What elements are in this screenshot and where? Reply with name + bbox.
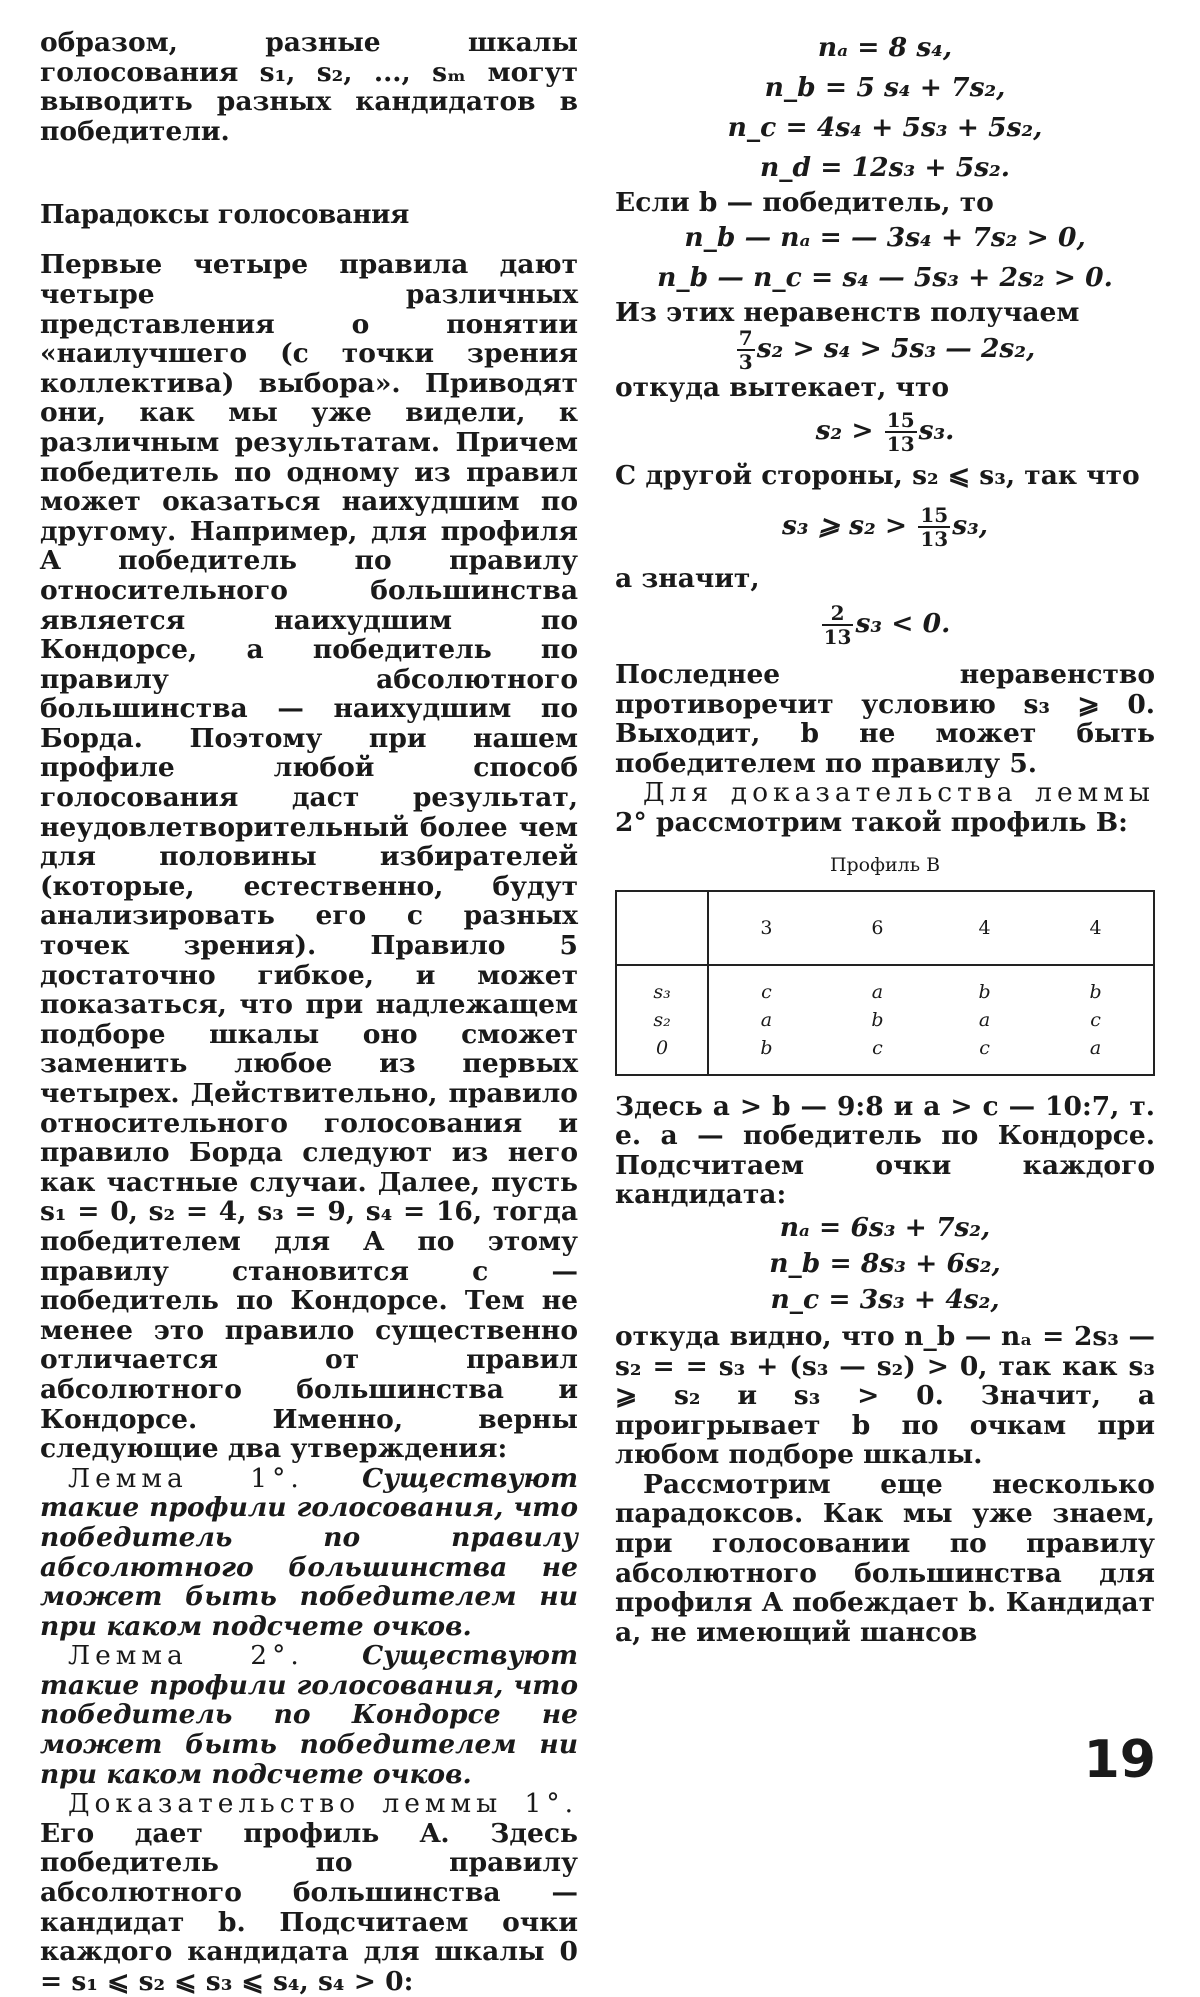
table-cell: b	[871, 1008, 884, 1031]
table-header-cell	[616, 891, 708, 965]
fraction-15-13-a: $\frac{15}{13}$	[886, 407, 915, 456]
left-column	[40, 28, 578, 1996]
table-cell: c	[872, 1036, 883, 1059]
table-cell: b	[1089, 980, 1102, 1003]
formula-g-nc: n_c = 3s₃ + 4s₂,	[770, 1283, 1000, 1315]
proof-1-text: Его дает профиль A. Здесь победитель по правилу абсолютного большинства — кандидат b. Подсчитаем очки каждого кандидата для шкалы 0 = s₁ ⩽ s₂ ⩽ s₃ ⩽ s₄, s₄ > 0:	[40, 1817, 578, 1997]
text-hence: а значит,	[615, 563, 760, 595]
text-whence: откуда вытекает, что	[615, 372, 950, 404]
whence-paragraph: откуда видно, что n_b — nₐ = 2s₃ — s₂ = = s₃ + (s₃ — s₂) > 0, так как s₃ ⩾ s₂ и s₃ > 0. Значит, a проигрывает b по очкам при любом подборе шкалы.	[615, 1320, 1155, 1471]
fraction-2-13: $\frac{2}{13}$	[823, 600, 852, 649]
main-paragraph: Первые четыре правила дают четыре различных представления о понятии «наилучшего (с точки зрения коллектива) выбора». Приводят они, как мы уже видели, к различным результатам. Причем победитель по одному из правил может оказаться наихудшим по другому. Например, для профиля A победитель по правилу относительного большинства является наихудшим по Кондорсе, а победитель по правилу абсолютного большинства — наихудшим по Борда. Поэтому при нашем профиле любой способ голосования даст результат, неудовлетворительный более чем для половины избирателей (которые, естественно, будут анализировать его с разных точек зрения). Правило 5 достаточно гибкое, и может показаться, что при надлежащем подборе шкалы оно сможет заменить любое из первых четырех. Действительно, правило относительного голосования и правило Борда следуют из него как частные случаи. Далее, пусть s₁ = 0, s₂ = 4, s₃ = 9, s₄ = 16, тогда победителем для A по этому правилу становится c — победитель по Кондорсе. Тем не менее это правило существенно отличается от правил абсолютного большинства и Кондорсе. Именно, верны следующие два утверждения:	[40, 249, 578, 1465]
table-cell: a	[871, 980, 884, 1003]
formula-s2-gt: s₂ > $\frac{15}{13}$ s₃.	[815, 407, 955, 456]
formula-nd: n_d = 12s₃ + 5s₂.	[760, 152, 1010, 183]
table-cell: s₂	[616, 1006, 708, 1034]
text-other-side: С другой стороны, s₂ ⩽ s₃, так что	[615, 459, 1140, 491]
profile-b-table	[615, 890, 1155, 1076]
lemma-1-label: Лемма 1°.	[68, 1462, 304, 1494]
table-cell: c	[1090, 1008, 1101, 1031]
table-cell: a	[978, 1008, 991, 1031]
table-header-cell: 4	[931, 891, 1038, 965]
contradiction-paragraph: Последнее неравенство противоречит условию s₃ ⩾ 0. Выходит, b не может быть победителем по правилу 5.	[615, 658, 1155, 779]
formula-nb-minus-na: n_b — nₐ = — 3s₄ + 7s₂ > 0,	[684, 221, 1086, 253]
right-column	[615, 28, 1155, 1647]
formula-s3-ge: s₃ ⩾ s₂ > $\frac{15}{13}$ s₃,	[782, 503, 988, 552]
table-cell: a	[760, 1008, 773, 1031]
intro-paragraph: образом, разные шкалы голосования s₁, s₂, ..., sₘ могут выводить разных кандидатов в победители.	[40, 27, 578, 147]
table-cell: a	[1089, 1036, 1102, 1059]
here-paragraph: Здесь a > b — 9:8 и a > c — 10:7, т. е. a — победитель по Кондорсе. Подсчитаем очки каждого кандидата:	[615, 1090, 1155, 1211]
proof-1-paragraph	[40, 1789, 578, 1996]
table-row	[616, 1034, 1154, 1075]
lemma-2-text: Существуют такие профили голосования, что победитель по Кондорсе не может быть победителем ни при каком подсчете очков.	[40, 1640, 578, 1790]
formula-nc: n_c = 4s₄ + 5s₃ + 5s₂,	[727, 112, 1043, 143]
table-caption: Профиль B	[829, 853, 941, 876]
table-cell: 0	[616, 1034, 708, 1075]
proof-1-label: Доказательство леммы 1°.	[68, 1788, 578, 1820]
table-row	[616, 1006, 1154, 1034]
table-cell: b	[978, 980, 991, 1003]
section-heading: Парадоксы голосования	[40, 200, 410, 231]
table-header-cell: 3	[708, 891, 824, 965]
formula-g-nb: n_b = 8s₃ + 6s₂,	[769, 1247, 1001, 1279]
lemma-2-proof-intro: Для доказательства леммы 2° рассмотрим такой профиль B:	[615, 777, 1155, 838]
table-header-row	[616, 891, 1154, 965]
lemma-1-text: Существуют такие профили голосования, что победитель по правилу абсолютного большинства не может быть победителем ни при каком подсчете очков.	[40, 1462, 578, 1642]
formula-nb-minus-nc: n_b — n_c = s₄ — 5s₃ + 2s₂ > 0.	[657, 261, 1113, 293]
formula-7-3: $\frac{7}{3}$ s₂ > s₄ > 5s₃ — 2s₂,	[738, 326, 1036, 375]
table-header-cell: 6	[824, 891, 931, 965]
lemma-2-paragraph	[40, 1641, 578, 1789]
lemma-1-paragraph	[40, 1464, 578, 1642]
text-inequalities: Из этих неравенств получаем	[615, 296, 1080, 328]
formula-na: nₐ = 8 s₄,	[817, 32, 953, 63]
fraction-15-13-b: $\frac{15}{13}$	[920, 503, 949, 552]
table-header-cell: 4	[1038, 891, 1154, 965]
table-cell: c	[979, 1036, 990, 1059]
formula-nb: n_b = 5 s₄ + 7s₂,	[764, 72, 1006, 103]
table-cell: s₃	[616, 965, 708, 1006]
more-paradoxes-paragraph: Рассмотрим еще несколько парадоксов. Как мы уже знаем, при голосовании по правилу абсолютного большинства для профиля A побеждает b. Кандидат a, не имеющий шансов	[615, 1468, 1155, 1648]
table-row	[616, 965, 1154, 1006]
table-cell: b	[760, 1036, 773, 1059]
text-if-b-wins: Если b — победитель, то	[615, 187, 994, 218]
formula-g-na: nₐ = 6s₃ + 7s₂,	[779, 1211, 991, 1243]
fraction-7-3: $\frac{7}{3}$	[738, 326, 753, 375]
table-cell: c	[761, 980, 772, 1003]
formula-2-13: $\frac{2}{13}$ s₃ < 0.	[823, 600, 951, 649]
lemma-2-label: Лемма 2°.	[68, 1640, 304, 1672]
page-number: 19	[1083, 1730, 1156, 1790]
